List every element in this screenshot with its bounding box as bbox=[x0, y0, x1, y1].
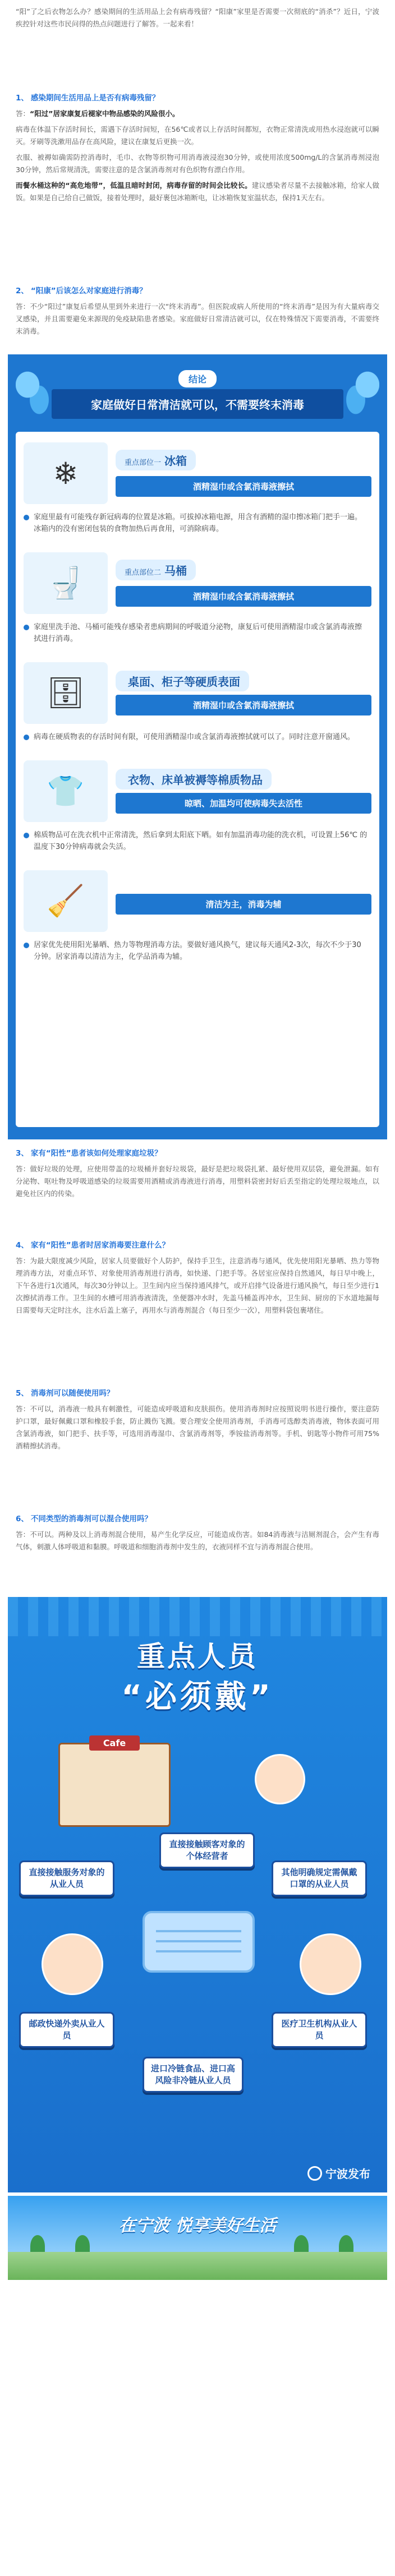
infographic-item-fridge bbox=[24, 440, 371, 535]
intro-paragraph: “阳”了之后衣物怎么办？感染期间的生活用品上会有病毒残留？“阳康”家里是否需要一次彻底的“消杀”？近日，宁波疾控针对这些市民问得的热点问题进行了解答。一起来看！ bbox=[16, 7, 379, 28]
person-illustration bbox=[255, 1754, 305, 1804]
section-title: 2、 “阳康”后该怎么对家庭进行消毒？ bbox=[16, 287, 147, 296]
bullet-icon bbox=[24, 943, 29, 948]
mask-illustration bbox=[143, 1911, 255, 1973]
group-box: 直接接触顾客对象的个体经营者 bbox=[159, 1832, 255, 1868]
answer-para: 答：不可以。两种及以上消毒剂混合使用，易产生化学反应，可能造成伤害。如84消毒液与洁厕剂混合，会产生有毒气体，刺激人体呼吸道和黏膜。呼吸道和细胞消毒剂中发生的，衣液同样不宜与消毒剂混合使用。 bbox=[16, 1530, 379, 1551]
section-4 bbox=[16, 1239, 379, 1379]
infographic-header bbox=[16, 364, 379, 432]
bullet-icon bbox=[24, 625, 29, 630]
answer-para: 衣服、被褥如确需防控消毒时，毛巾、衣物等织物可用消毒液浸泡30分钟，或使用浓度500mg/L的含氯消毒剂浸泡30分钟，然后常规清洗，需要注意的是含氯消毒剂对有色织物有漂白作用。 bbox=[16, 153, 379, 174]
answer-para: 而餐水桶这种的“高危地带”，低温且暗时封闭，病毒存留的时间会比较长。建议感染者尽量不去接触冰箱，给家人做饭。如果是自己给自己做饭，接着处理时，最好裹包冰箱断电，让冰箱恢复室温状态，保持1天左右。 bbox=[16, 181, 379, 202]
poster-subtitle: “必须戴” bbox=[121, 1679, 274, 1715]
section-title: 1、 感染期间生活用品上是否有病毒残留？ bbox=[16, 94, 160, 103]
section-title: 6、 不同类型的消毒剂可以混合使用吗？ bbox=[16, 1515, 152, 1524]
brand-logo: 宁波发布 bbox=[307, 2165, 370, 2181]
method-banner: 酒精湿巾或含氯消毒液擦拭 bbox=[116, 695, 371, 715]
cabinet-icon: 🗄 bbox=[24, 662, 108, 724]
group-box: 医疗卫生机构从业人员 bbox=[272, 2012, 367, 2048]
poster-title: 重点人员 bbox=[137, 1640, 258, 1673]
bullet-icon bbox=[24, 833, 29, 838]
method-banner: 清洁为主，消毒为辅 bbox=[116, 894, 371, 915]
location-label: 桌面、柜子等硬质表面 bbox=[116, 671, 249, 691]
answer-para: 答：“阳过”居家康复后褪家中物品感染的风险很小。 bbox=[16, 109, 180, 118]
answer-para: 答：不可以，消毒液一般具有刺激性，可能造成呼吸道和皮肤损伤。使用消毒剂时应按照说明书进行操作，要注意防护口罩，最好佩戴口罩和橡胶手套，防止溅伤飞溅。要合理安全使用消毒剂，手消毒可选醇类消毒液，物体表面可用含氯消毒液，如门把手、扶手等，可选用消毒湿巾、含氯消毒剂等，季铵盐消毒剂等。手机、钥匙等小物件可用75%酒精擦拭消毒。 bbox=[16, 1405, 379, 1450]
answer-para: 病毒在体温下存活时间长，需遇下存活时间短，在56℃或者以上存活时间都短，衣物正常清洗或用热水浸泡就可以瞬灭。牙刷等洗漱用品存在高风险，建议在康复后更换一次。 bbox=[16, 125, 379, 146]
infographic-item-toilet bbox=[24, 550, 371, 645]
bullet-icon bbox=[24, 515, 29, 520]
item-description: 病毒在硬质物表的存活时间有限，可使用酒精湿巾或含氯消毒液擦拭就可以了。同时注意开窗通风。 bbox=[24, 731, 371, 743]
method-banner: 酒精湿巾或含氯消毒液擦拭 bbox=[116, 476, 371, 497]
banner-slogan: 在宁波 悦享美好生活 bbox=[118, 2216, 277, 2236]
clothes-icon: 👕 bbox=[24, 760, 108, 822]
footer-banner bbox=[8, 2196, 387, 2280]
ground-decoration bbox=[8, 2252, 387, 2280]
cafe-sign: Cafe bbox=[89, 1735, 140, 1751]
fridge-icon: ❄ bbox=[24, 442, 108, 504]
item-description: 家庭里最有可能残存新冠病毒的位置是冰箱。可拔掉冰箱电源，用含有酒精的湿巾擦冰箱门把手一遍。冰箱内的没有密闭包装的食物加热后再食用，可消除病毒。 bbox=[24, 511, 371, 535]
location-label: 重点部位二 马桶 bbox=[116, 560, 196, 580]
section-2 bbox=[16, 285, 379, 350]
broom-icon: 🧹 bbox=[24, 870, 108, 932]
brand-icon bbox=[307, 2166, 322, 2181]
group-box: 其他明确规定需佩戴口罩的从业人员 bbox=[272, 1861, 367, 1896]
section-6 bbox=[16, 1513, 379, 1591]
item-description: 棉质物品可在洗衣机中正常清洗，然后拿到太阳底下晒。如有加温消毒功能的洗衣机，可设置上56℃ 的温度下30分钟病毒就会失活。 bbox=[24, 829, 371, 853]
infographic-item-cleaning bbox=[24, 867, 371, 963]
section-1 bbox=[16, 92, 379, 277]
group-box: 进口冷链食品、进口高风险非冷链从业人员 bbox=[143, 2057, 244, 2093]
ribbon-decoration bbox=[8, 1597, 387, 1636]
answer-para: 答：不少“阳过”康复后希望从里到外来进行一次“终末消毒”。但医院或病人所使用的“终末消毒”是因为有大量病毒交叉感染，并且需要避免来源现的免疫缺陷患者感染。家庭做好日常清洁就可以，仅在特殊情况下需要消毒，不需要终末消毒。 bbox=[16, 302, 379, 335]
item-description: 家庭里洗手池、马桶可能残存感染者患病期间的呼吸道分泌物，康复后可使用酒精湿巾或含氯消毒液擦拭进行消毒。 bbox=[24, 621, 371, 645]
leaf-decoration bbox=[340, 364, 379, 415]
cafe-shop-illustration bbox=[58, 1738, 171, 1827]
answer-para: 答：为最大限度减少风险，居家人员要做好个人防护，保持手卫生，注意消毒与通风，优先使用阳光暴晒、热力等物理消毒方法，对重点环节、对象使用消毒剂进行消毒，如快递、门把手等。各居室应保持自然通风，每日早中晚上，下午各进行1次通风，每次30分钟以上。卫生间内应当保持通风排气，或开启排气设备进行通风换气，每日至少进行1次擦拭消毒工作。卫生间的水槽可用消毒液清洗，坐便器冲水时，先盖马桶盖再冲水，卫生间、厨房的下水道地漏每日需要每天定时注水，注水后盖上塞子，再用水与消毒剂混合（每日至少一次），用塑料袋包裹堵住。 bbox=[16, 1257, 379, 1314]
toilet-icon: 🚽 bbox=[24, 552, 108, 614]
bullet-icon bbox=[24, 735, 29, 740]
section-title: 3、 家有“阳性”患者该如何处理家庭垃圾？ bbox=[16, 1149, 162, 1158]
conclusion-headline: 家庭做好日常清洁就可以，不需要终末消毒 bbox=[52, 389, 343, 419]
location-label: 衣物、床单被褥等棉质物品 bbox=[116, 769, 272, 790]
infographic-item-fabrics bbox=[24, 758, 371, 853]
method-banner: 晾晒、加温均可使病毒失去活性 bbox=[116, 793, 371, 814]
infographic-panel bbox=[16, 432, 379, 1127]
section-5 bbox=[16, 1387, 379, 1505]
disinfection-infographic bbox=[8, 354, 387, 1139]
mask-poster bbox=[8, 1597, 387, 2192]
person-illustration bbox=[42, 1933, 103, 1995]
person-illustration bbox=[300, 1933, 361, 1995]
location-label: 重点部位一 冰箱 bbox=[116, 450, 196, 470]
conclusion-tag: 结论 bbox=[178, 370, 217, 387]
answer-para: 答：做好垃圾的处理，应使用带盖的垃圾桶并套好垃圾袋，最好是把垃圾袋扎紧、最好使用双层袋，避免泄漏。如有分泌物、呕吐物及呼吸道感染的垃圾需要用酒精或消毒液进行消毒，用塑料袋密封好后丢至指定的处理垃圾地点，以避免社区内的传染。 bbox=[16, 1165, 379, 1198]
infographic-item-surfaces bbox=[24, 659, 371, 743]
item-description: 居家优先使用阳光暴晒、热力等物理消毒方法。要做好通风换气，建议每天通风2-3次，每次不少于30分钟。居家消毒以清洁为主，化学品消毒为辅。 bbox=[24, 939, 371, 963]
group-box: 邮政快递外卖从业人员 bbox=[19, 2012, 114, 2048]
group-box: 直接接触服务对象的从业人员 bbox=[19, 1861, 114, 1896]
section-title: 5、 消毒剂可以随便使用吗？ bbox=[16, 1389, 114, 1398]
section-3 bbox=[16, 1147, 379, 1231]
method-banner: 酒精湿巾或含氯消毒液擦拭 bbox=[116, 586, 371, 607]
leaf-decoration bbox=[16, 364, 55, 415]
section-title: 4、 家有“阳性”患者时居家消毒要注意什么？ bbox=[16, 1241, 170, 1250]
